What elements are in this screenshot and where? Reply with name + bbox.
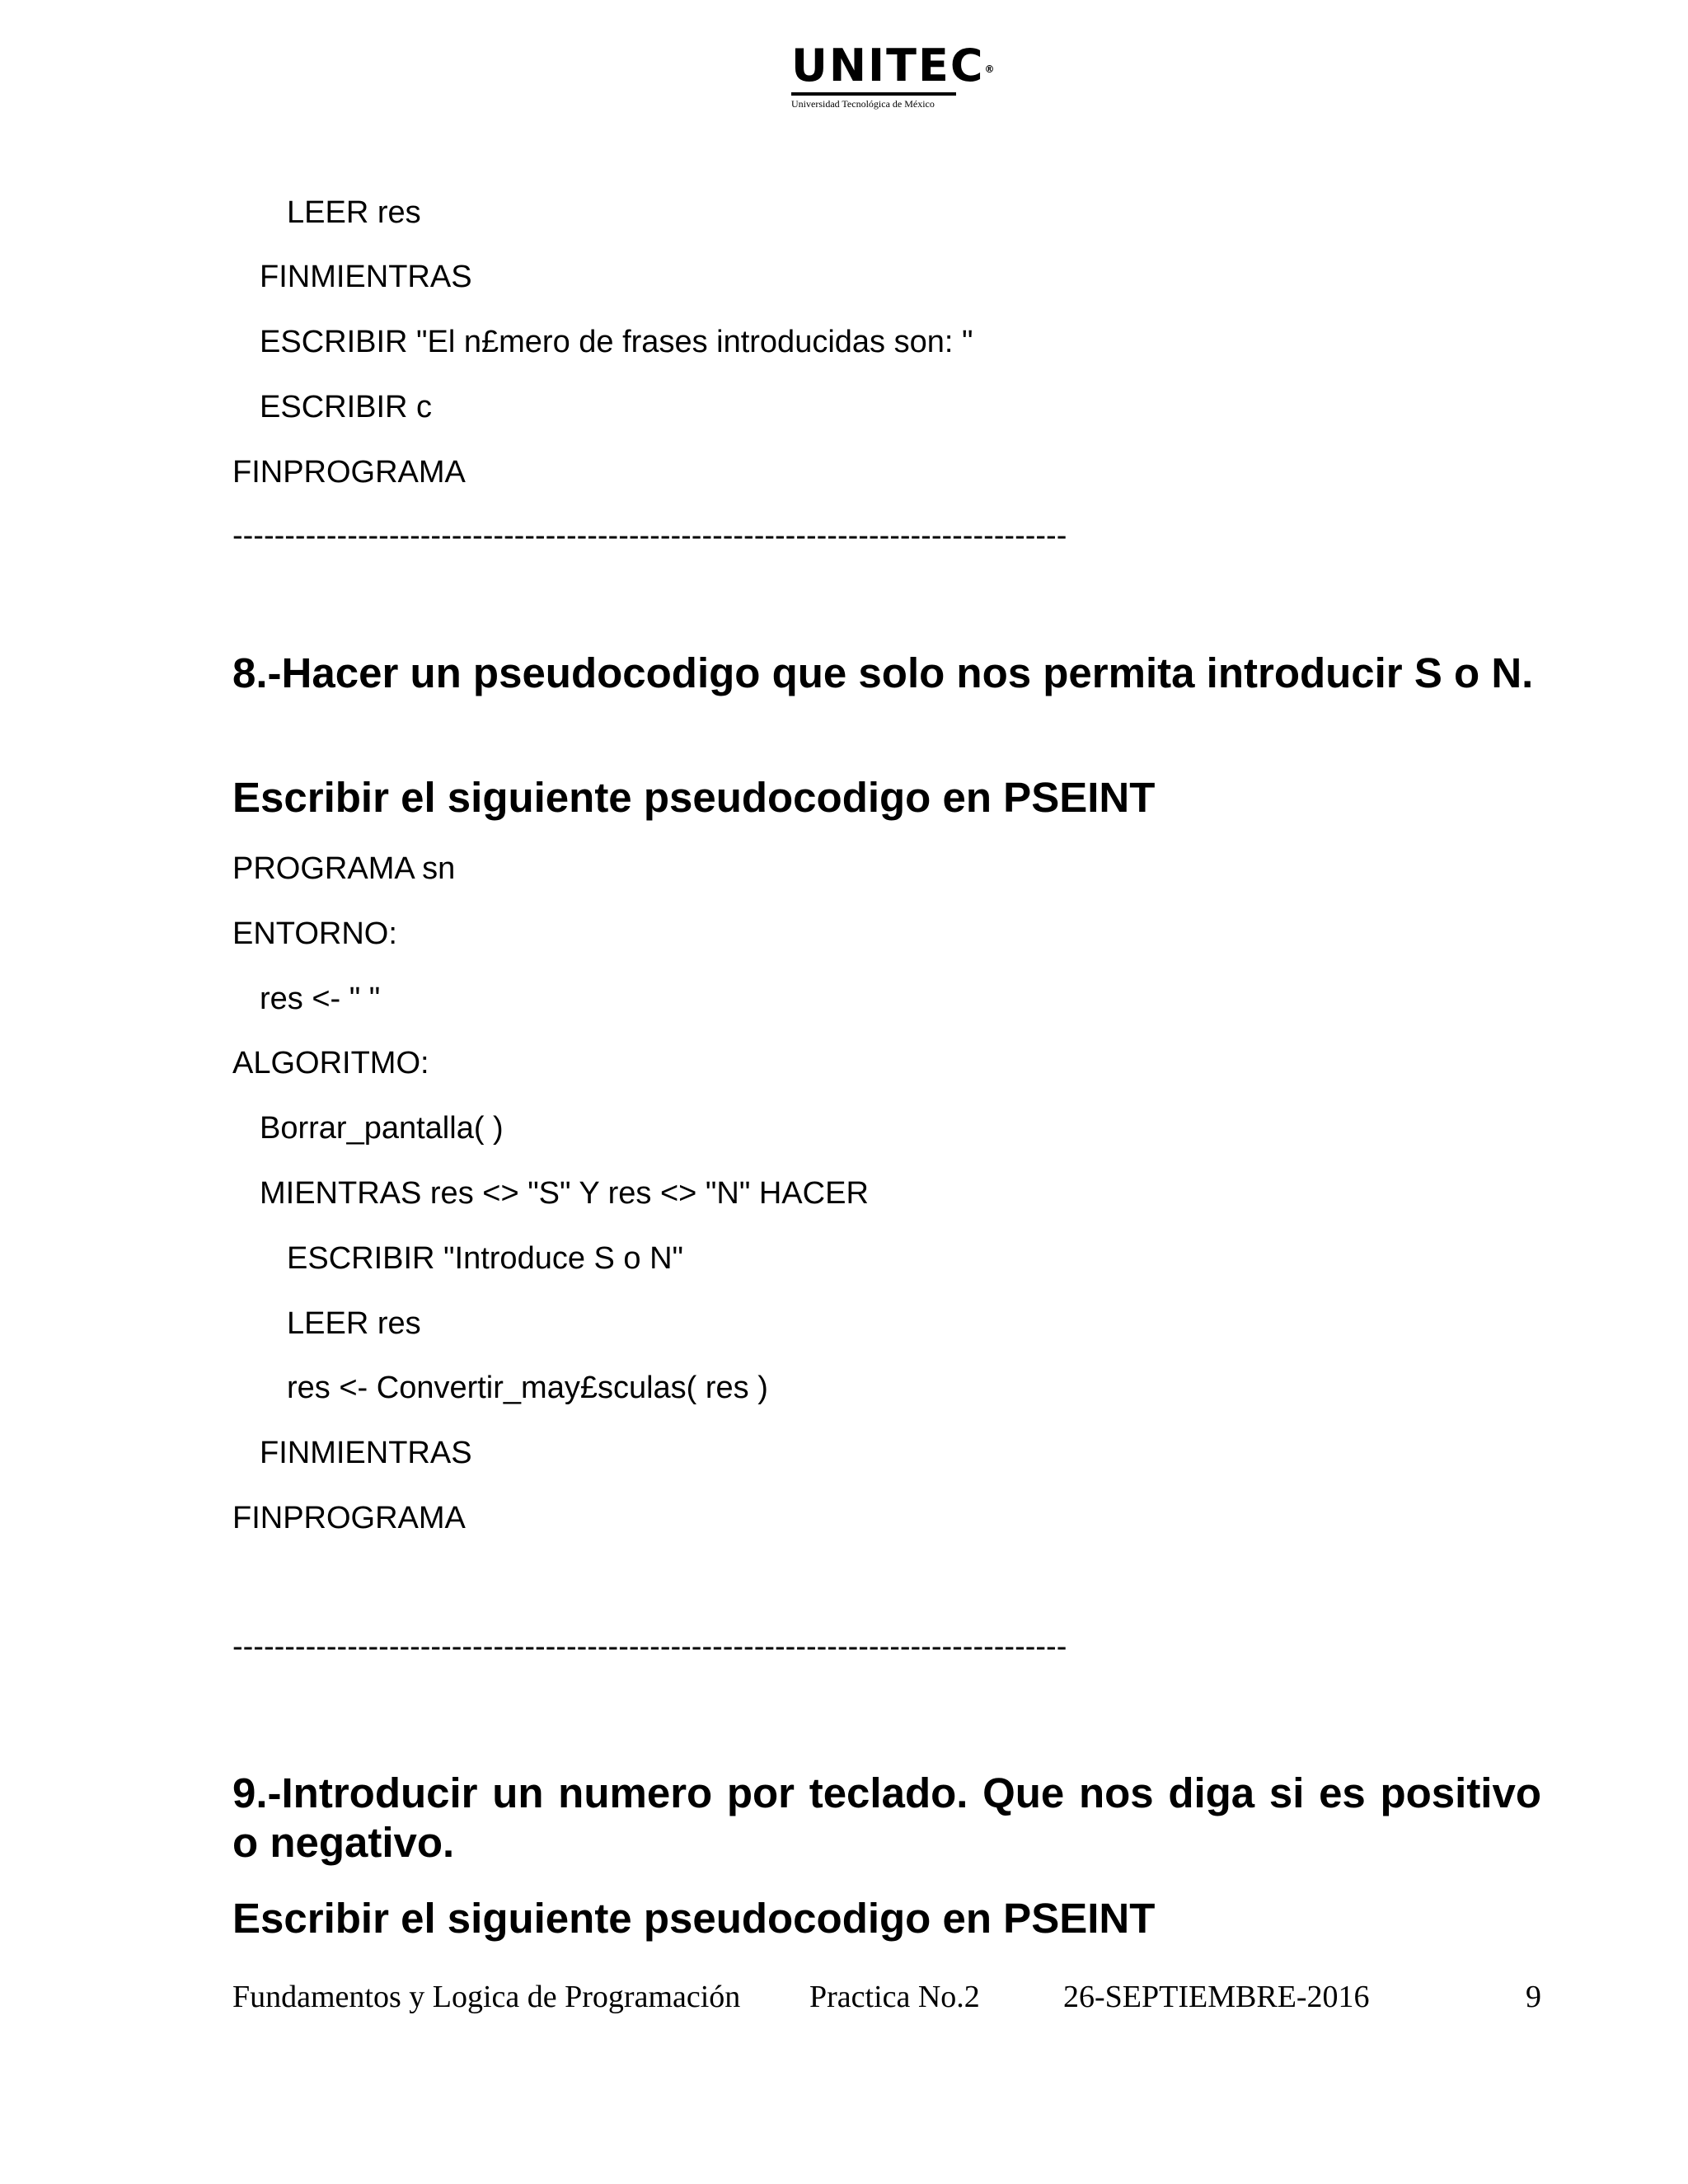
code-line: ENTORNO: bbox=[232, 916, 397, 951]
code-line: LEER res bbox=[287, 1306, 421, 1341]
code-line: FINPROGRAMA bbox=[232, 455, 466, 490]
code-line: res <- Convertir_may£sculas( res ) bbox=[287, 1371, 768, 1405]
code-line: ALGORITMO: bbox=[232, 1046, 429, 1080]
code-line: FINPROGRAMA bbox=[232, 1501, 466, 1535]
code-line: Borrar_pantalla( ) bbox=[260, 1111, 504, 1146]
code-line: ESCRIBIR "El n£mero de frases introducidas son: " bbox=[260, 325, 973, 359]
code-line: FINMIENTRAS bbox=[260, 1436, 472, 1470]
page-footer bbox=[232, 1976, 1541, 2018]
logo-rule bbox=[791, 92, 956, 96]
code-line: res <- " " bbox=[260, 982, 381, 1016]
logo-wordmark: UNITEC bbox=[791, 40, 985, 91]
footer-page-number: 9 bbox=[1526, 1980, 1541, 2014]
code-line: MIENTRAS res <> "S" Y res <> "N" HACER bbox=[260, 1176, 869, 1211]
exercise-9-subheading: Escribir el siguiente pseudocodigo en PSEINT bbox=[232, 1895, 1156, 1942]
unitec-logo bbox=[791, 40, 996, 110]
registered-mark: ® bbox=[984, 63, 996, 75]
separator-line: -------------------------------------------------------------------------------- bbox=[232, 518, 1067, 553]
footer-date: 26-SEPTIEMBRE-2016 bbox=[1063, 1980, 1370, 2014]
exercise-8-subheading: Escribir el siguiente pseudocodigo en PSEINT bbox=[232, 774, 1156, 821]
footer-practice: Practica No.2 bbox=[809, 1980, 980, 2014]
code-line: FINMIENTRAS bbox=[260, 260, 472, 294]
footer-course: Fundamentos y Logica de Programación bbox=[232, 1980, 741, 2014]
separator-line: -------------------------------------------------------------------------------- bbox=[232, 1629, 1067, 1664]
code-line: ESCRIBIR c bbox=[260, 390, 433, 424]
code-line: LEER res bbox=[287, 195, 421, 230]
code-line: PROGRAMA sn bbox=[232, 851, 456, 886]
exercise-9-heading: 9.-Introducir un numero por teclado. Que nos diga si es positivo o negativo. bbox=[232, 1769, 1541, 1866]
logo-subtitle: Universidad Tecnológica de México bbox=[791, 98, 935, 110]
code-line: ESCRIBIR "Introduce S o N" bbox=[287, 1241, 684, 1276]
exercise-8-heading: 8.-Hacer un pseudocodigo que solo nos permita introducir S o N. bbox=[232, 649, 1534, 696]
